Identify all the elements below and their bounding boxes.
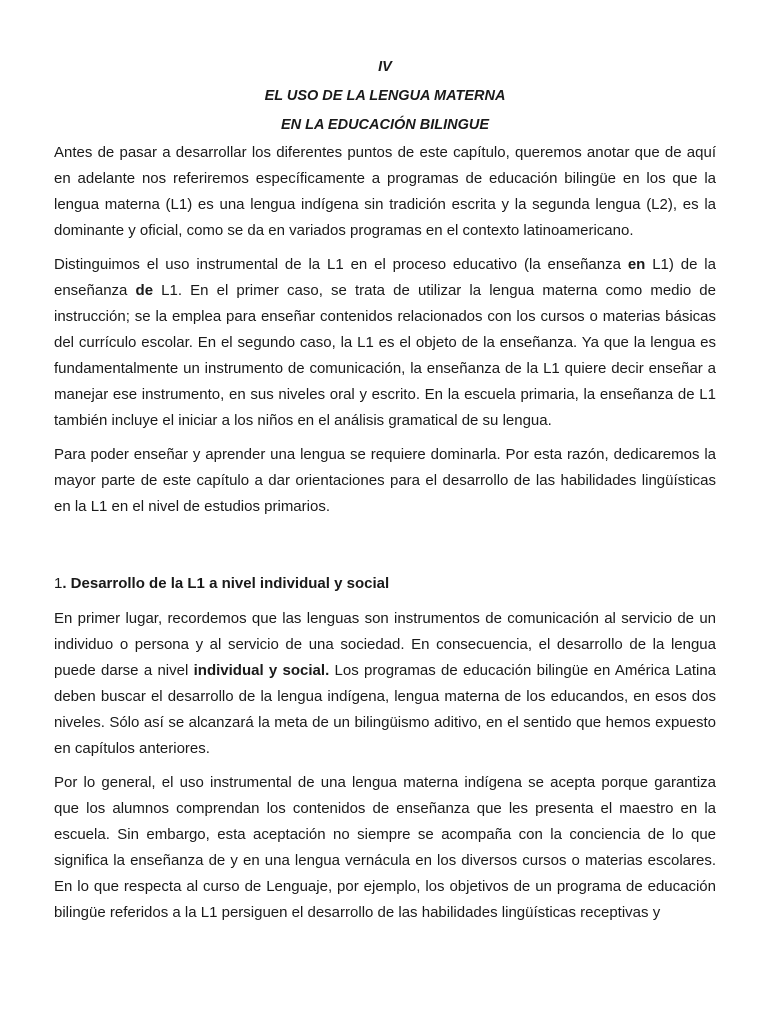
intro-p2-text-a: Distinguimos el uso instrumental de la L1 en el proceso educativo (la enseñanza (54, 256, 628, 273)
section-1-paragraph-2: Por lo general, el uso instrumental de una lengua materna indígena se acepta porque garantiza que los alumnos comprendan los contenidos de enseñanza que les presenta el maestro en la escuela. Sin embargo, esta aceptación no siempre se acompaña con la conciencia de lo que significa la enseñanza de y en una lengua vernácula en los diversos cursos o materias escolares. En lo que respecta al curso de Lenguaje, por ejemplo, los objetivos de un programa de educación bilingüe referidos a la L1 persiguen el desarrollo de las habilidades lingüísticas receptivas y (54, 774, 716, 921)
intro-p2-bold-en: en (627, 256, 646, 273)
section-1-p1-bold: individual y social. (193, 662, 330, 679)
intro-p2-bold-de: de (135, 282, 154, 299)
chapter-title-line1: EL USO DE LA LENGUA MATERNA (264, 88, 506, 104)
section-1-p1-text-b: Los programas de educación bilingüe en América Latina deben buscar el desarrollo de la lengua indígena, lengua materna de los educandos, en esos dos niveles. Sólo así se alcanzará la meta de un bilingüismo aditivo, en el sentido que hemos expuesto en capítulos anteriores. (54, 662, 716, 757)
chapter-title-line2: EN LA EDUCACIÓN BILINGUE (280, 117, 490, 133)
section-1-paragraph-1 (54, 606, 716, 762)
intro-paragraph-2 (54, 252, 716, 434)
section-1-p1-text-a: En primer lugar, recordemos que las lenguas son instrumentos de comunicación al servicio de un individuo o persona y al servicio de una sociedad. En consecuencia, el desarrollo de la lengua puede darse a nivel (54, 610, 716, 679)
intro-paragraph-1: Antes de pasar a desarrollar los diferentes puntos de este capítulo, queremos anotar que de aquí en adelante nos referiremos específicamente a programas de educación bilingüe en los que la lengua materna (L1) es una lengua indígena sin tradición escrita y la segunda lengua (L2), es la dominante y oficial, como se da en variados programas en el contexto latinoamericano. (54, 144, 716, 239)
section-1-heading (54, 528, 716, 597)
intro-p2-text-b: L1) de la enseñanza (54, 256, 716, 299)
intro-p2-text-c: L1. En el primer caso, se trata de utilizar la lengua materna como medio de instrucción; se la emplea para enseñar contenidos relacionados con los cursos o materias básicas del currículo escolar. En el segundo caso, la L1 es el objeto de la enseñanza. Ya que la lengua es fundamentalmente un instrumento de comunicación, la enseñanza de la L1 quiere decir enseñar a manejar ese instrumento, en sus niveles oral y escrito. En la escuela primaria, la enseñanza de L1 también incluye el iniciar a los niños en el análisis gramatical de su lengua. (54, 282, 716, 429)
section-1-title: . Desarrollo de la L1 a nivel individual y social (62, 575, 390, 592)
section-1-number: 1 (54, 575, 63, 592)
chapter-number: IV (378, 59, 392, 75)
intro-paragraph-3: Para poder enseñar y aprender una lengua se requiere dominarla. Por esta razón, dedicaremos la mayor parte de este capítulo a dar orientaciones para el desarrollo de las habilidades lingüísticas en la L1 en el nivel de estudios primarios. (54, 446, 716, 515)
